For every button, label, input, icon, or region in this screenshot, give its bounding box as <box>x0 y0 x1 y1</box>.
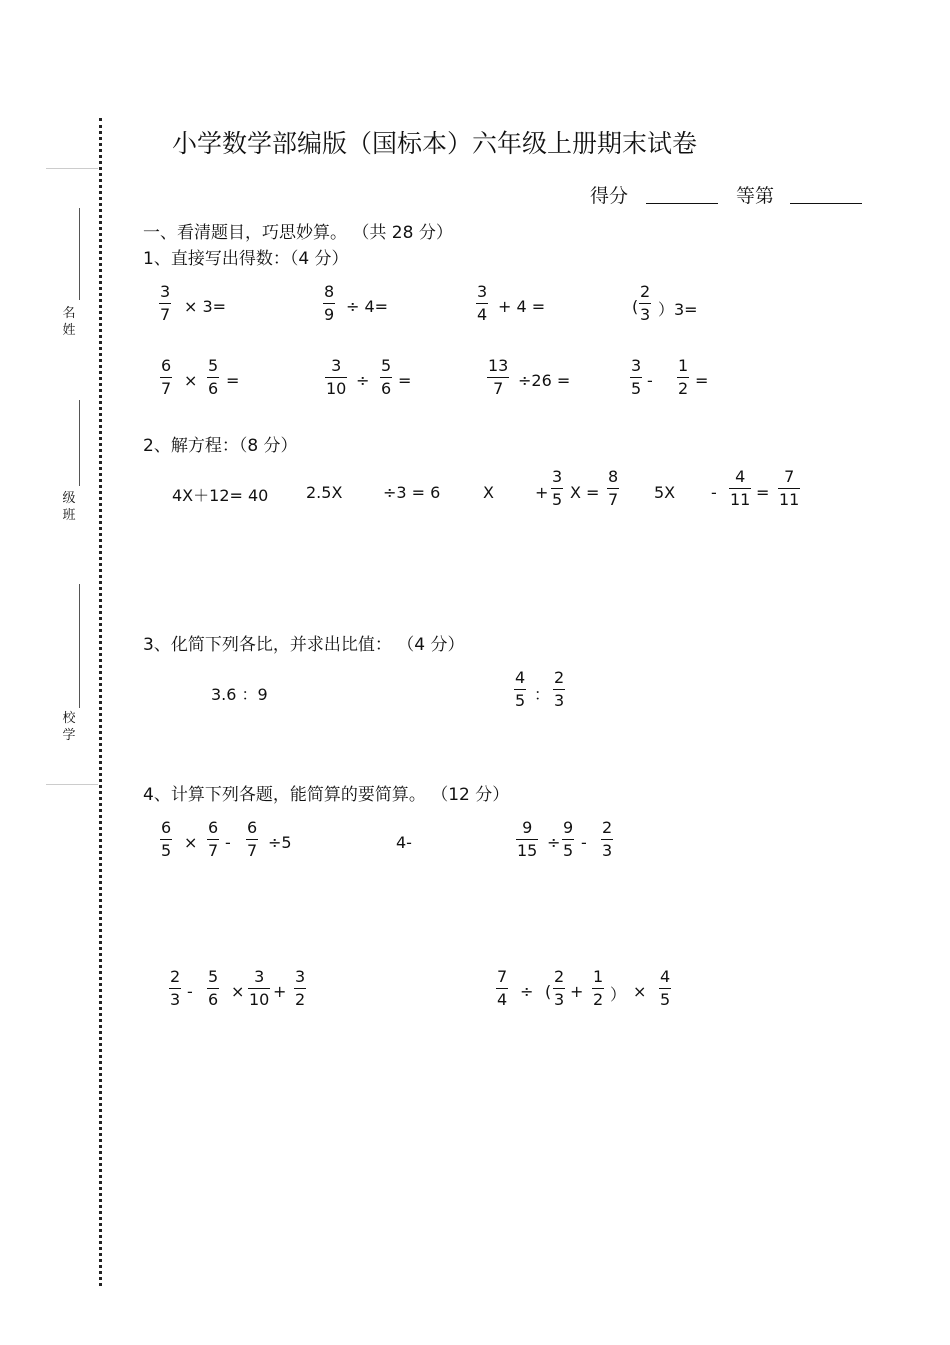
q1h-eq: = <box>695 371 709 390</box>
q1b-fraction: 8 9 <box>324 282 335 324</box>
q1f-fraction-2: 5 6 <box>381 356 392 398</box>
q4a-rest: ÷5 <box>268 833 292 852</box>
q4c-fraction-2: 9 5 <box>563 818 574 860</box>
question-4-heading: 4、计算下列各题，能简算的要简算。 （12 分） <box>143 785 510 805</box>
q4e-fraction-3: 1 2 <box>593 967 604 1009</box>
binding-top-rule <box>46 168 98 169</box>
q2-eq3-fraction-1: 3 5 <box>552 467 563 509</box>
q4d-op1: - <box>187 982 193 1001</box>
q4d-fraction-4: 3 2 <box>295 967 306 1009</box>
q2-eq4-left: 5X <box>654 483 676 502</box>
q4d-op3: + <box>273 982 287 1001</box>
q1e-op: × <box>184 371 198 390</box>
q4d-op2: × <box>231 982 245 1001</box>
q4e-op1: ÷ <box>520 982 534 1001</box>
q1a-rest: × 3= <box>184 297 227 316</box>
q1h-fraction-2: 1 2 <box>678 356 689 398</box>
q2-eq2-left: 2.5X <box>306 483 343 502</box>
q4e-op2: + <box>570 982 584 1001</box>
binding-dotted-line <box>99 118 102 1286</box>
q2-eq3-fraction-2: 8 7 <box>608 467 619 509</box>
q3a-ratio: 3.6 ：9 <box>211 685 268 704</box>
q4e-fraction-1: 7 4 <box>497 967 508 1009</box>
question-2-heading: 2、解方程：（8 分） <box>143 436 298 456</box>
q1d-fraction: 2 3 <box>640 282 651 324</box>
q1f-eq: = <box>398 371 412 390</box>
q1h-op: - <box>647 371 653 390</box>
q1e-fraction-1: 6 7 <box>161 356 172 398</box>
grade-label: 等第 <box>736 185 775 207</box>
q4b-expression: 4- <box>396 833 412 852</box>
q2-eq4-eq: = <box>756 483 770 502</box>
q2-eq4-minus: - <box>711 483 717 502</box>
q4c-op1: ÷ <box>547 833 561 852</box>
side-label-class: 级班 <box>62 491 76 523</box>
q4e-fraction-2: 2 3 <box>554 967 565 1009</box>
q1h-fraction-1: 3 5 <box>631 356 642 398</box>
q1c-fraction: 3 4 <box>477 282 488 324</box>
q4c-fraction-1: 9 15 <box>517 818 538 860</box>
q2-eq3-plus: + <box>535 483 549 502</box>
side-label-school: 校学 <box>62 711 76 743</box>
q1b-rest: ÷ 4= <box>346 297 389 316</box>
q4e-op3: × <box>633 982 647 1001</box>
binding-bottom-rule <box>46 784 98 785</box>
score-blank[interactable] <box>646 203 718 204</box>
q2-eq1: 4X＋12= 40 <box>172 486 269 505</box>
q3b-fraction-2: 2 3 <box>554 668 565 710</box>
q2-eq3-x: X <box>483 483 494 502</box>
q4d-fraction-1: 2 3 <box>170 967 181 1009</box>
q1a-fraction: 3 7 <box>160 282 171 324</box>
q4e-close-paren: ） <box>610 985 627 1004</box>
q1e-eq: = <box>226 371 240 390</box>
q4e-fraction-4: 4 5 <box>660 967 671 1009</box>
q1d-rest: ）3= <box>658 300 698 319</box>
side-label-name: 名姓 <box>62 306 76 338</box>
q4a-op1: × <box>184 833 198 852</box>
q1g-rest: ÷26 = <box>518 371 571 390</box>
score-label: 得分 <box>590 185 629 207</box>
q1f-op: ÷ <box>356 371 370 390</box>
question-1-heading: 1、直接写出得数：（4 分） <box>143 249 349 269</box>
q1e-fraction-2: 5 6 <box>208 356 219 398</box>
section-1-heading: 一、看清题目，巧思妙算。 （共 28 分） <box>143 223 453 243</box>
q4e-open-paren: ( <box>545 982 552 1001</box>
q2-eq2-right: ÷3 = 6 <box>383 483 441 502</box>
q4d-fraction-3: 3 10 <box>249 967 270 1009</box>
page-title: 小学数学部编版（国标本）六年级上册期末试卷 <box>172 129 698 158</box>
name-field-line <box>79 208 80 300</box>
q2-eq4-fraction-1: 4 11 <box>730 467 751 509</box>
q4a-fraction-3: 6 7 <box>247 818 258 860</box>
grade-blank[interactable] <box>790 203 862 204</box>
q2-eq3-mid: X = <box>570 483 600 502</box>
q3b-colon: ： <box>534 685 551 704</box>
school-field-line <box>79 584 80 708</box>
q1f-fraction-1: 3 10 <box>326 356 347 398</box>
q4a-fraction-2: 6 7 <box>208 818 219 860</box>
question-3-heading: 3、化简下列各比，并求出比值： （4 分） <box>143 635 465 655</box>
q1d-open: ( <box>632 297 639 316</box>
q1g-fraction: 13 7 <box>488 356 509 398</box>
q4a-op2: - <box>225 833 231 852</box>
q4d-fraction-2: 5 6 <box>208 967 219 1009</box>
q2-eq4-fraction-2: 7 11 <box>779 467 800 509</box>
q3b-fraction-1: 4 5 <box>515 668 526 710</box>
q4c-fraction-3: 2 3 <box>602 818 613 860</box>
q1c-rest: + 4 = <box>498 297 546 316</box>
q4c-op2: - <box>581 833 587 852</box>
q4a-fraction-1: 6 5 <box>161 818 172 860</box>
class-field-line <box>79 400 80 486</box>
